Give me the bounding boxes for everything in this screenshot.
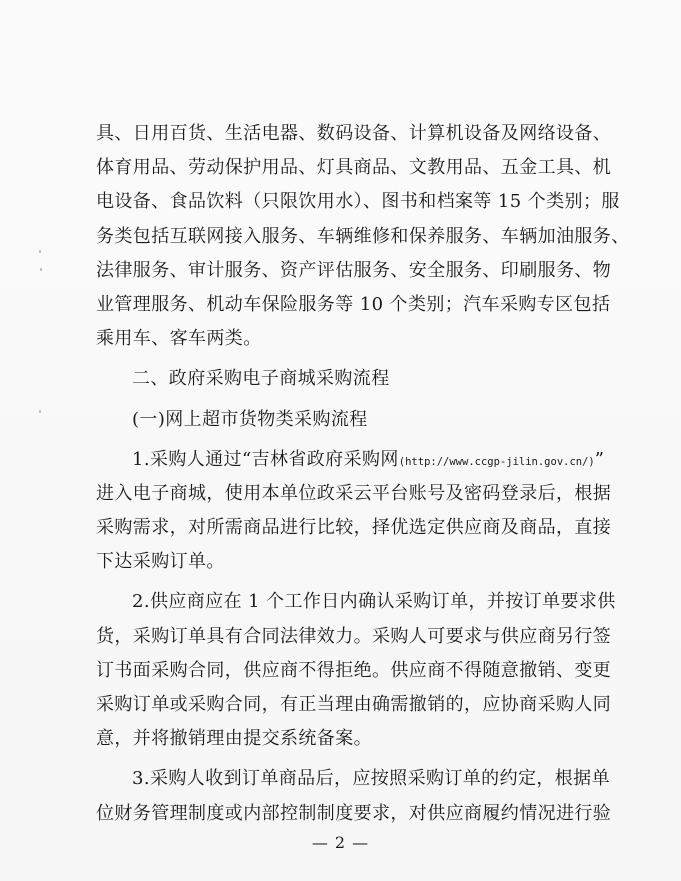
text-line: 位财务管理制度或内部控制制度要求，对供应商履约情况进行验 — [96, 802, 612, 824]
text-line: 2.供应商应在 1 个工作日内确认采购订单，并按订单要求供 — [132, 591, 616, 613]
text-line: 体育用品、劳动保护用品、灯具商品、文教用品、五金工具、机 — [96, 157, 612, 179]
section-heading: 二、政府采购电子商城采购流程 — [132, 368, 390, 390]
item1-text-prefix: 1.采购人通过“吉林省政府采购网 — [132, 448, 399, 470]
text-line: 采购需求，对所需商品进行比较，择优选定供应商及商品，直接 — [96, 517, 612, 539]
text-line: 订书面采购合同，供应商不得拒绝。供应商不得随意撤销、变更 — [96, 659, 612, 681]
scan-speck — [39, 410, 41, 413]
text-line: 货，采购订单具有合同法律效力。采购人可要求与供应商另行签 — [96, 625, 612, 647]
item1-text-suffix: ” — [594, 448, 605, 470]
page-number: — 2 — — [311, 833, 370, 852]
scan-speck — [39, 250, 41, 253]
text-line: 采购订单或采购合同，有正当理由确需撤销的，应协商采购人同 — [96, 694, 612, 715]
text-line — [96, 443, 605, 477]
text-line: 业管理服务、机动车保险服务等 10 个类别；汽车采购专区包括 — [96, 293, 611, 315]
paragraph-item-1 — [96, 443, 612, 580]
text-line: 下达采购订单。 — [96, 551, 225, 573]
paragraph-categories — [96, 117, 630, 356]
text-line: 电设备、食品饮料（只限饮用水）、图书和档案等 15 个类别；服 — [96, 191, 620, 213]
text-line: 3.采购人收到订单商品后，应按照采购订单的约定，根据单 — [132, 768, 610, 790]
document-body — [96, 117, 630, 831]
paragraph-item-3 — [96, 762, 612, 830]
scan-speck — [40, 268, 42, 271]
text-line: 法律服务、审计服务、资产评估服务、安全服务、印刷服务、物 — [96, 259, 612, 281]
text-line: 务类包括互联网接入服务、车辆维修和保养服务、车辆加油服务、 — [96, 225, 630, 247]
subsection-heading: (一)网上超市货物类采购流程 — [132, 408, 368, 430]
paragraph-item-2 — [96, 585, 616, 756]
text-line: 乘用车、客车两类。 — [96, 328, 262, 350]
website-url: (http://www.ccgp-jilin.gov.cn/) — [398, 455, 595, 468]
text-line: 具、日用百货、生活电器、数码设备、计算机设备及网络设备、 — [96, 123, 612, 144]
text-line: 进入电子商城，使用本单位政采云平台账号及密码登录后，根据 — [96, 482, 612, 504]
text-line: 意，并将撤销理由提交系统备案。 — [96, 728, 372, 750]
